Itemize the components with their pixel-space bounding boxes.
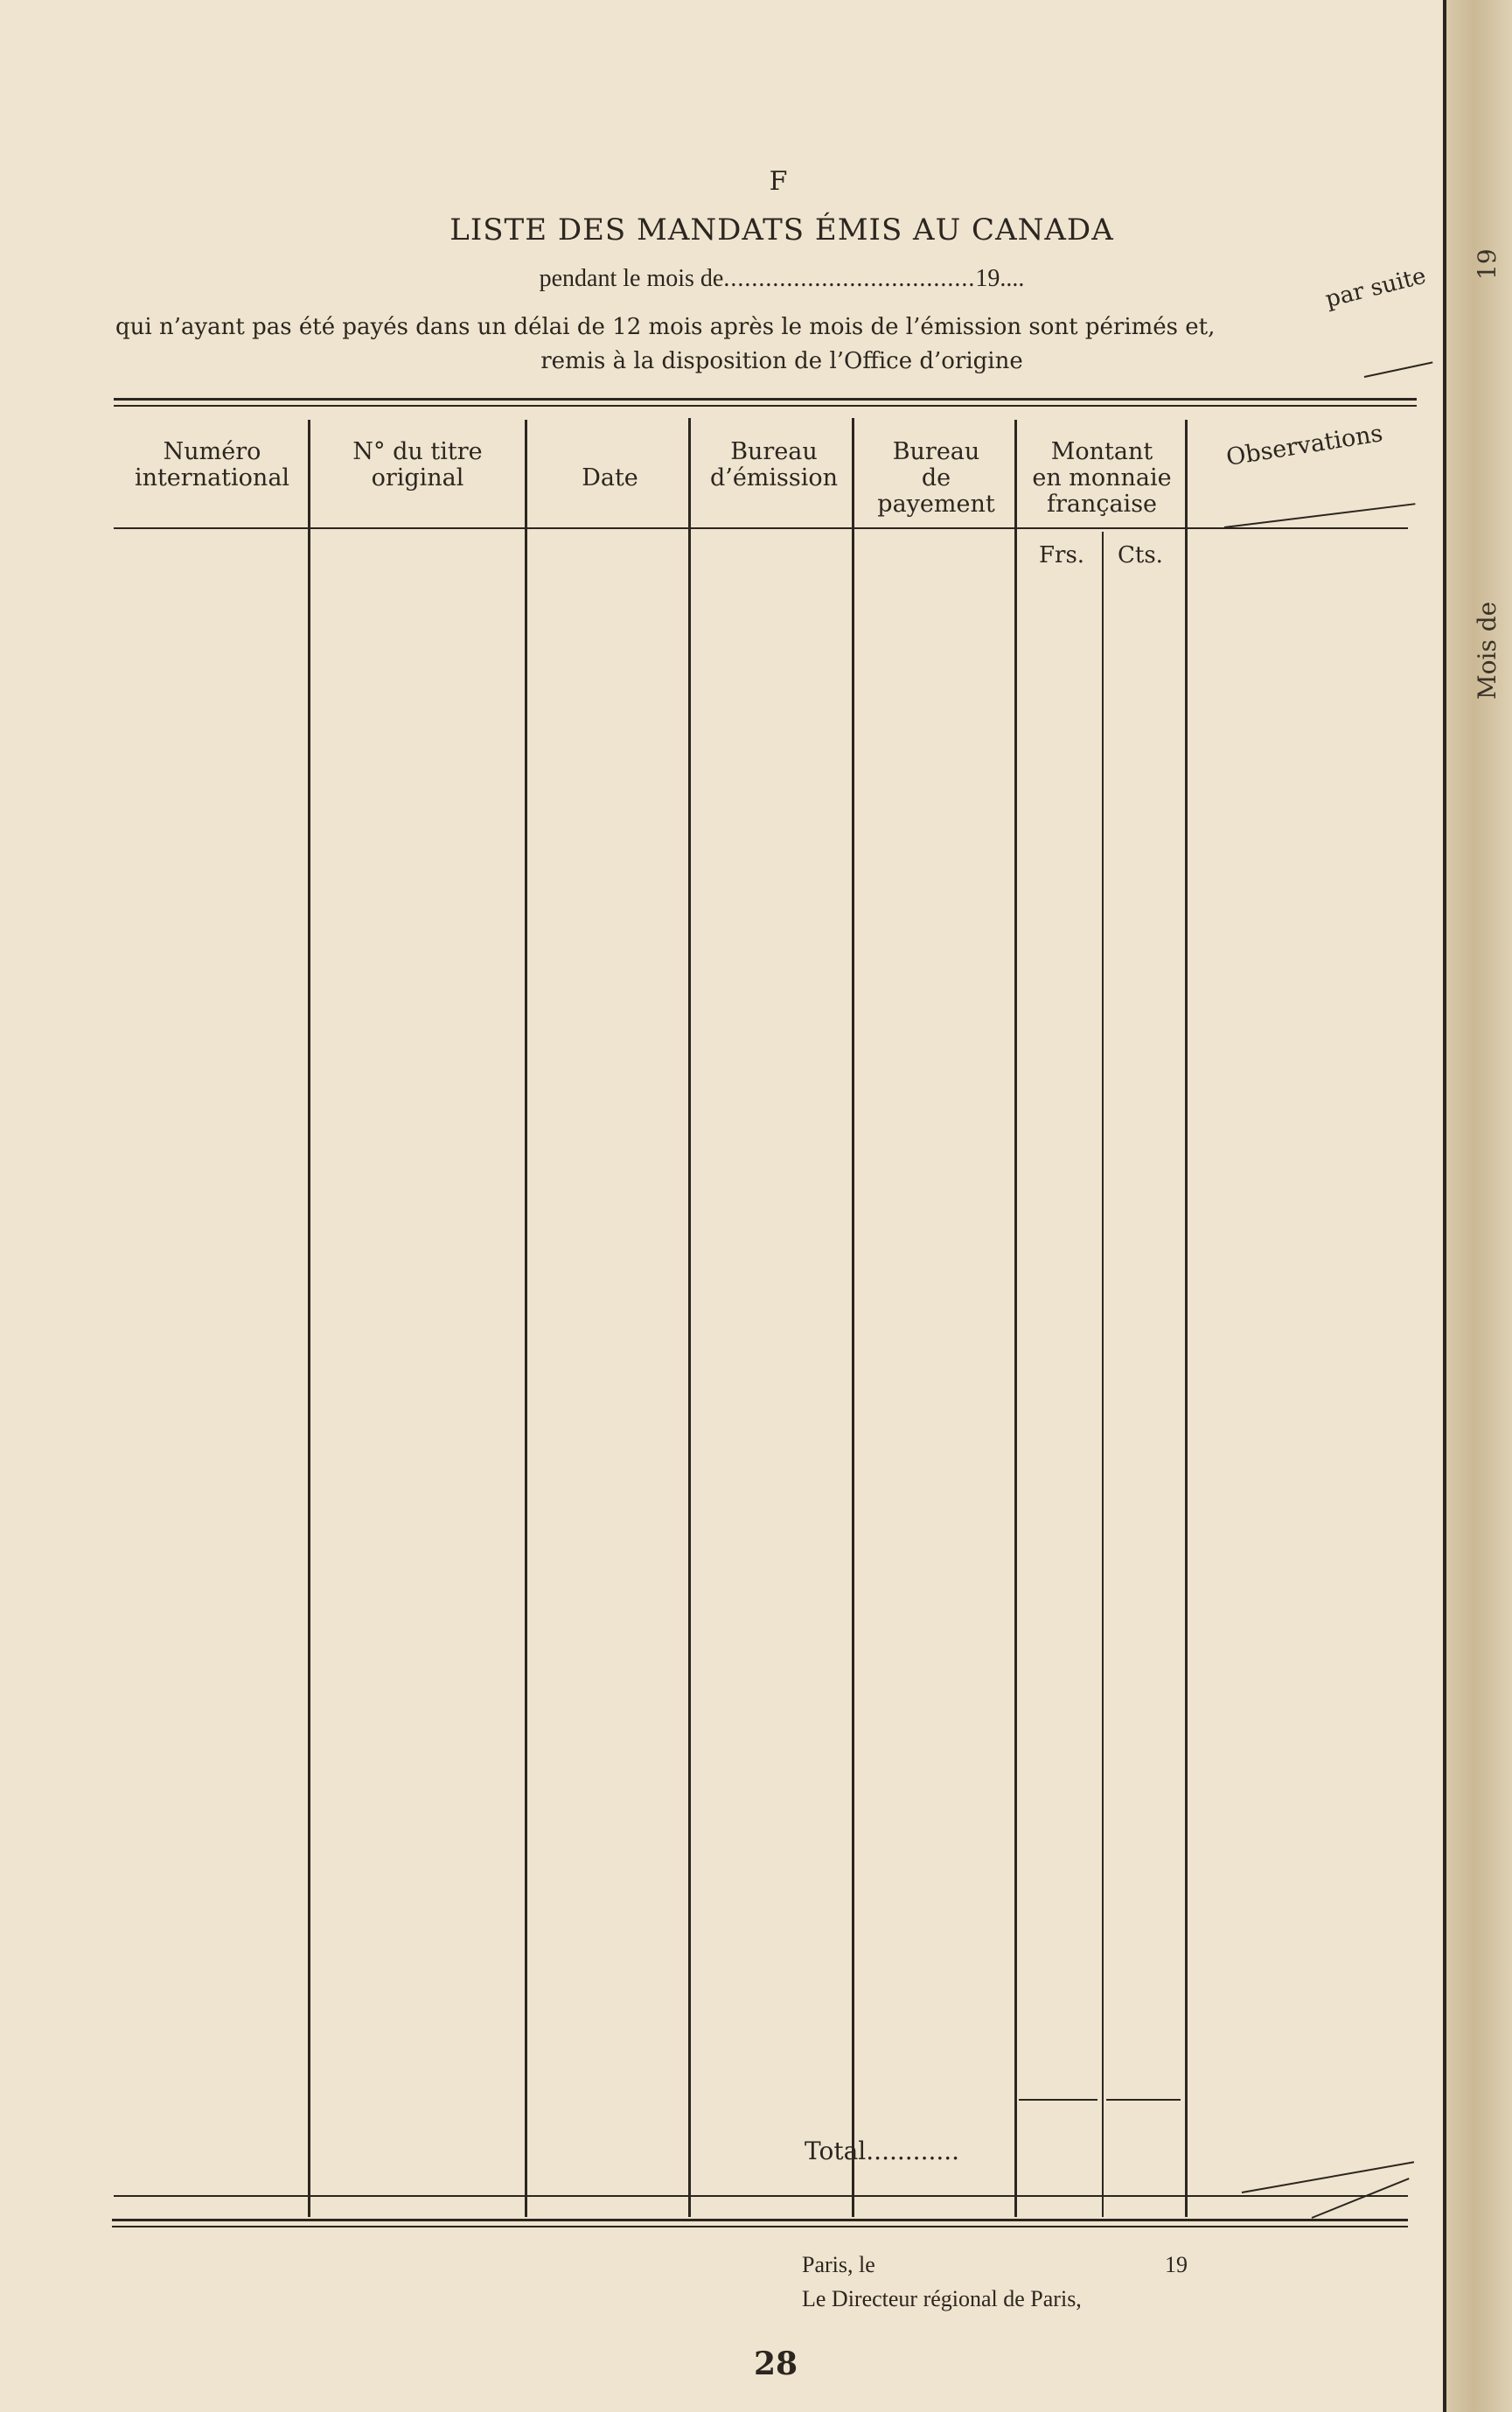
total-row-label: Total............ bbox=[805, 2137, 960, 2165]
header-observations: Observations bbox=[1224, 420, 1385, 471]
binding-text-mid: Mois de bbox=[1473, 601, 1502, 700]
expiry-clause: qui n’ayant pas été payés dans un délai de 12 mois après le mois de l’émission sont périmés et, bbox=[115, 314, 1216, 340]
footer-year: 19 bbox=[1165, 2252, 1188, 2277]
header-bureau-payement: Bureau de payement bbox=[877, 438, 995, 518]
form-title: LISTE DES MANDATS ÉMIS AU CANADA bbox=[449, 213, 1114, 247]
page-number: 28 bbox=[754, 2346, 798, 2382]
subheader-centimes: Cts. bbox=[1118, 542, 1163, 568]
footer-signatory: Le Directeur régional de Paris, bbox=[802, 2286, 1082, 2311]
total-rule-curl bbox=[1242, 2161, 1414, 2193]
form-letter: F bbox=[769, 166, 788, 197]
year-label: 19.... bbox=[975, 265, 1025, 292]
bottom-rule bbox=[112, 2219, 1408, 2221]
top-rule-inner bbox=[114, 405, 1417, 407]
bottom-rule-inner bbox=[112, 2226, 1408, 2227]
header-montant: Montant en monnaie française bbox=[1032, 438, 1172, 518]
subtotal-rule-francs bbox=[1019, 2099, 1097, 2101]
month-line bbox=[0, 265, 1512, 293]
remis-line: remis à la disposition de l’Office d’origine bbox=[540, 348, 1023, 374]
binding-text-top: 19 bbox=[1473, 248, 1502, 280]
column-line-1 bbox=[308, 420, 310, 2217]
header-rule-curl bbox=[1224, 503, 1416, 528]
header-titre: N° du titre original bbox=[352, 438, 483, 491]
top-rule bbox=[114, 398, 1417, 401]
subtotal-rule-centimes bbox=[1106, 2099, 1181, 2101]
month-dots: .................................... bbox=[723, 265, 976, 292]
column-line-2 bbox=[525, 420, 527, 2217]
column-line-5 bbox=[1014, 420, 1017, 2217]
column-line-3 bbox=[688, 418, 691, 2217]
bottom-rule-curl bbox=[1312, 2178, 1410, 2219]
header-numero: Numéro international bbox=[134, 438, 290, 491]
subheader-francs: Frs. bbox=[1039, 542, 1085, 568]
column-line-6 bbox=[1185, 420, 1188, 2217]
header-bureau-emission: Bureau d’émission bbox=[709, 438, 839, 491]
header-date: Date bbox=[582, 464, 638, 491]
month-label: pendant le mois de bbox=[539, 265, 724, 292]
expiry-clause-suite: par suite bbox=[1322, 262, 1429, 313]
column-line-4 bbox=[852, 418, 854, 2217]
footer-place: Paris, le bbox=[802, 2252, 875, 2277]
total-rule bbox=[114, 2195, 1408, 2197]
column-line-cents bbox=[1102, 532, 1104, 2217]
